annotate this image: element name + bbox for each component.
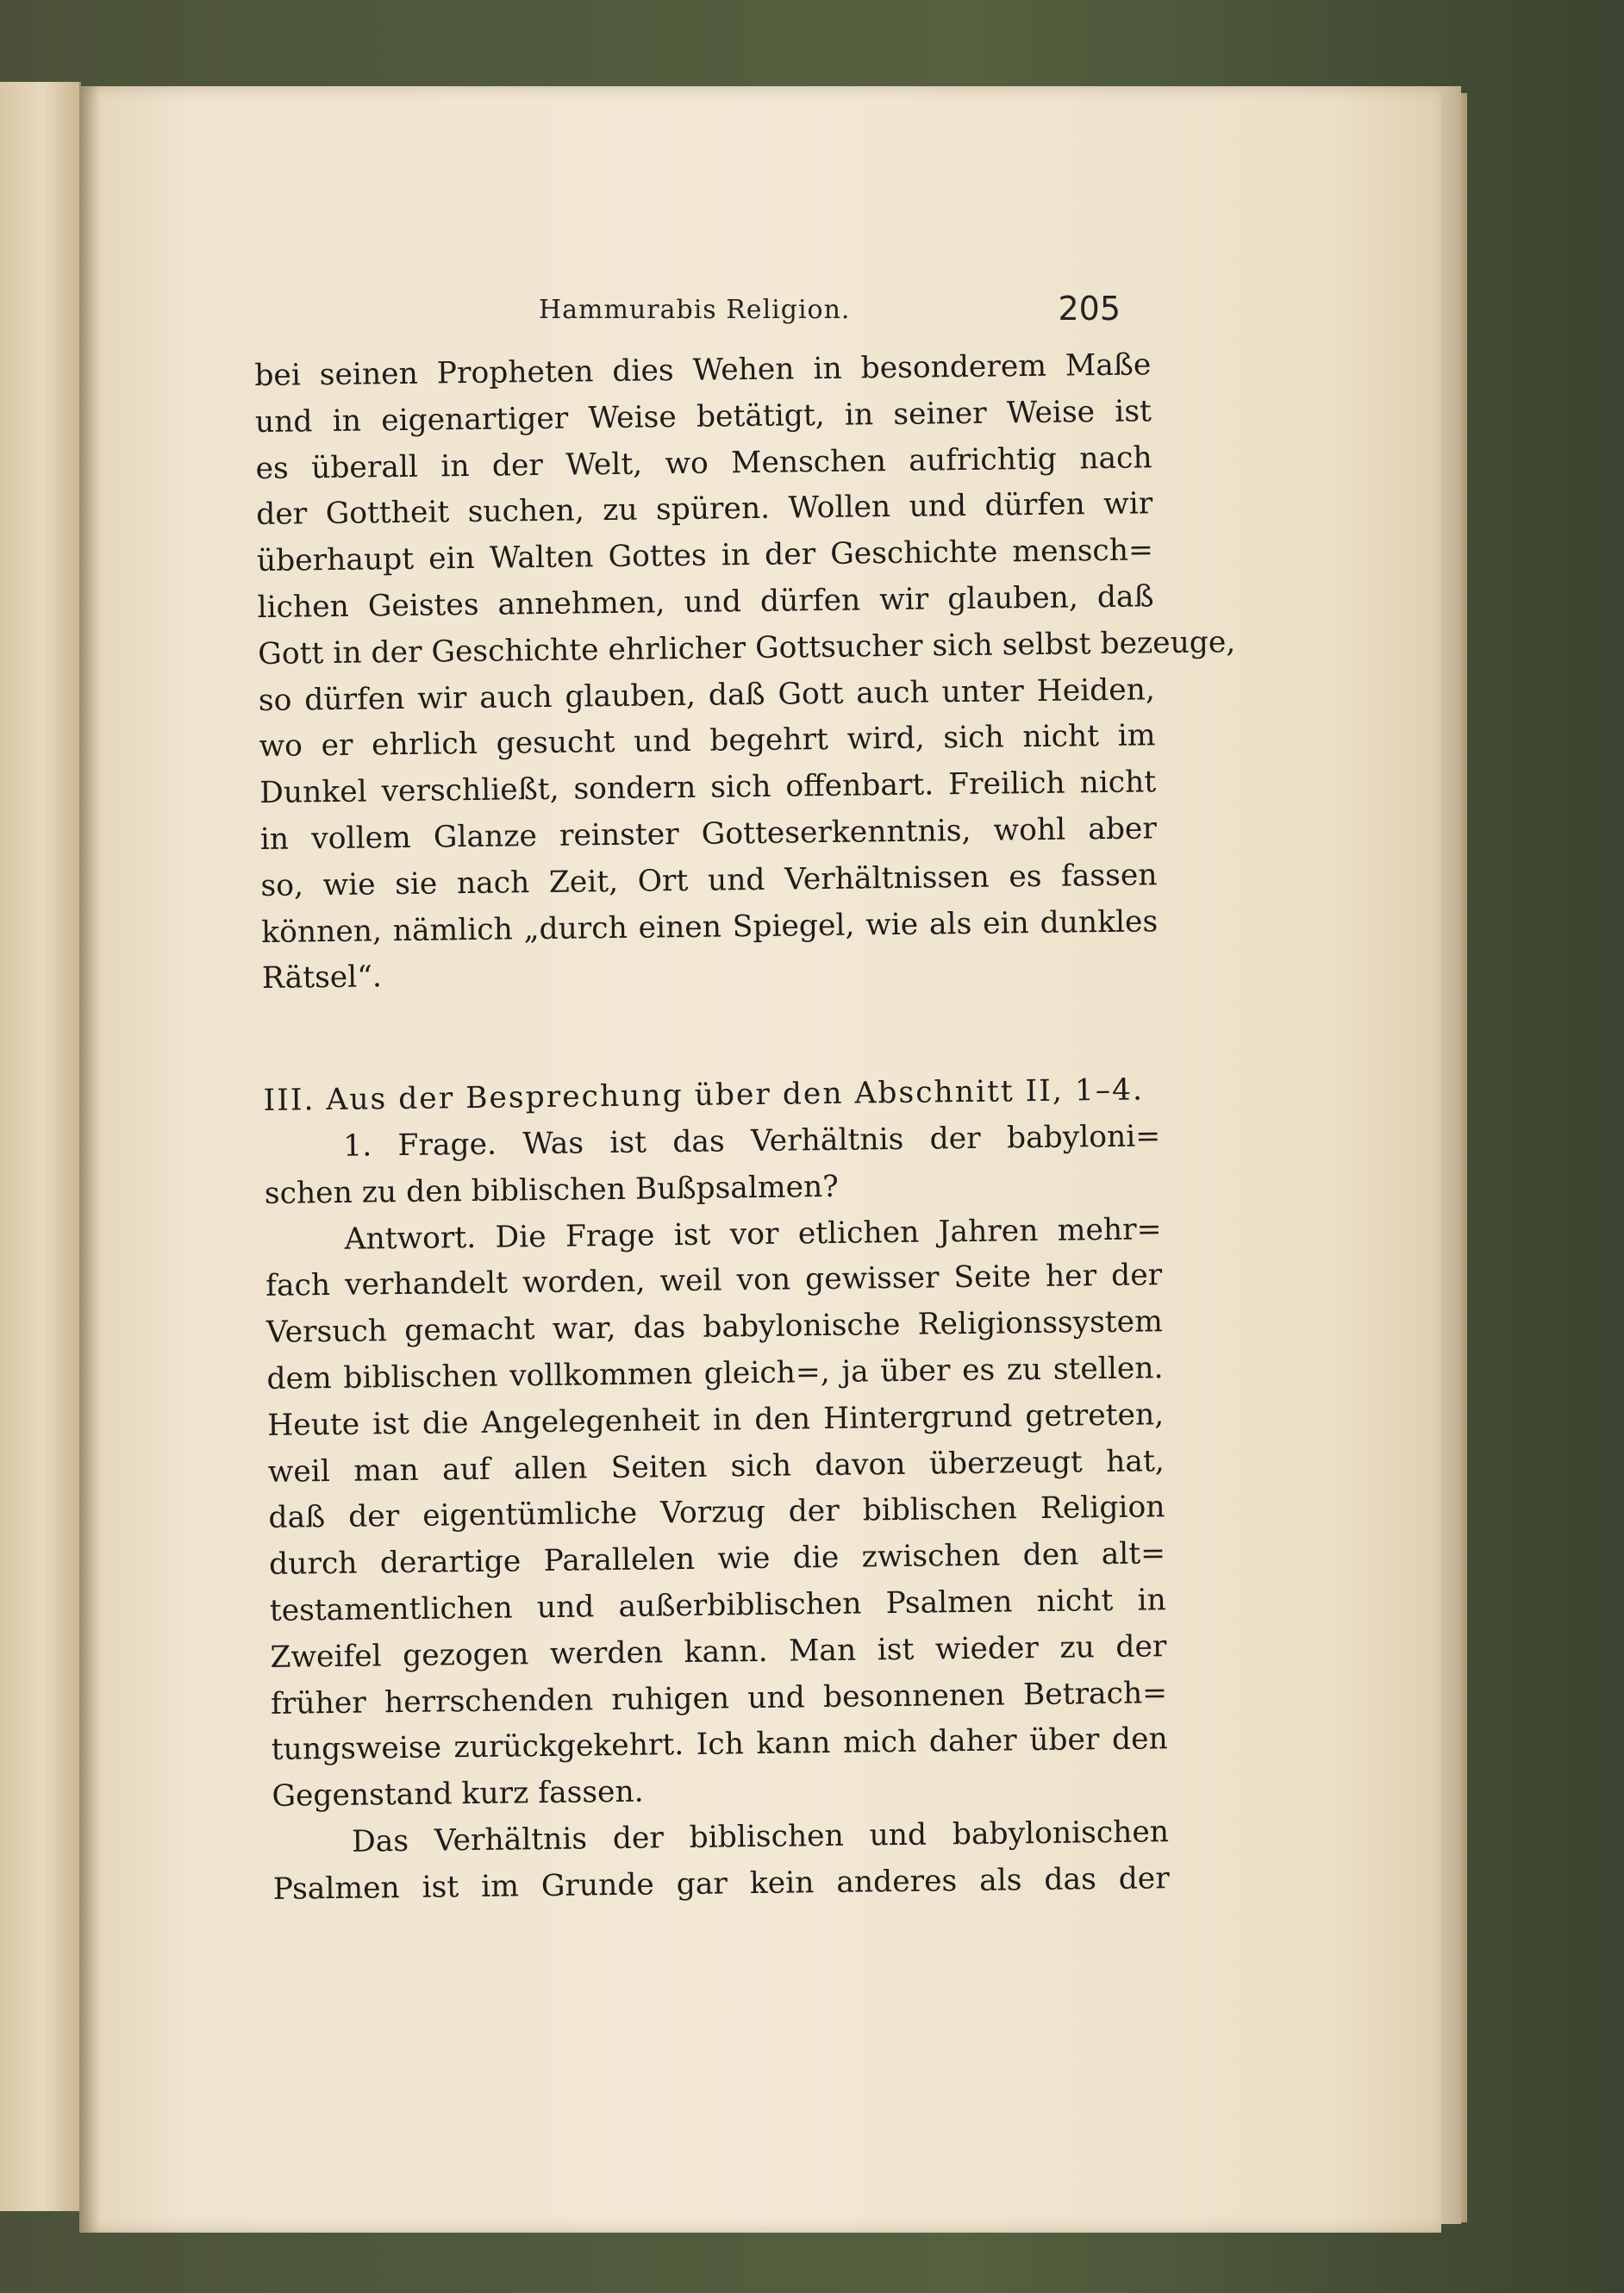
answer-line: durch derartige Parallelen wie die zwischen den alt= xyxy=(268,1536,1166,1583)
text-line: bei seinen Propheten dies Wehen in besonderem Maße xyxy=(254,347,1152,393)
facing-page-edge xyxy=(0,82,81,2211)
body-text xyxy=(254,342,1236,1913)
answer-line: tungsweise zurückgekehrt. Ich kann mich daher über den xyxy=(271,1721,1168,1768)
answer-line: früher herrschenden ruhigen und besonnenen Betrach= xyxy=(270,1675,1168,1721)
text-line: so dürfen wir auch glauben, daß Gott auch unter Heiden, xyxy=(258,672,1156,718)
text-line: Rätsel“. xyxy=(261,959,383,997)
answer-line: fach verhandelt worden, weil von gewisser Seite her der xyxy=(265,1258,1163,1304)
page-gutter-shadow xyxy=(79,86,100,2233)
text-line: Das Verhältnis der biblischen und babylonischen xyxy=(351,1815,1170,1859)
text-line: es überall in der Welt, wo Menschen aufrichtig nach xyxy=(255,440,1152,486)
page-number: 205 xyxy=(1058,290,1121,328)
answer-line: Versuch gemacht war, das babylonische Religionssystem xyxy=(265,1304,1164,1351)
answer-line: testamentlichen und außerbiblischen Psalmen nicht in xyxy=(269,1583,1166,1628)
text-line: Dunkel verschließt, sondern sich offenbart. Freilich nicht xyxy=(259,765,1157,811)
section-heading: III. Aus der Besprechung über den Abschnitt II, 1–4. xyxy=(263,1072,1145,1119)
running-head xyxy=(254,290,1121,329)
text-line: überhaupt ein Walten Gottes in der Geschichte mensch= xyxy=(256,533,1154,579)
text-line: wo er ehrlich gesucht und begehrt wird, sich nicht im xyxy=(259,718,1156,765)
text-line: der Gottheit suchen, zu spüren. Wollen und dürfen wir xyxy=(256,486,1153,533)
question-line: 1. Frage. Was ist das Verhältnis der babyloni= xyxy=(343,1119,1161,1164)
question-line: schen zu den biblischen Bußpsalmen? xyxy=(264,1169,839,1211)
text-line: und in eigenartiger Weise betätigt, in seiner Weise ist xyxy=(254,394,1152,440)
text-line: lichen Geistes annehmen, und dürfen wir glauben, daß xyxy=(257,579,1154,625)
answer-line: Heute ist die Angelegenheit in den Hintergrund getreten, xyxy=(266,1396,1165,1443)
answer-line: dem biblischen vollkommen gleich=, ja über es zu stellen. xyxy=(266,1351,1164,1396)
text-line: Psalmen ist im Grunde gar kein anderes als das der xyxy=(272,1860,1170,1907)
answer-line: Antwort. Die Frage ist vor etlichen Jahren mehr= xyxy=(344,1211,1162,1257)
running-title: Hammurabis Religion. xyxy=(539,295,851,325)
answer-line: Gegenstand kurz fassen. xyxy=(272,1774,644,1814)
answer-line: Zweifel gezogen werden kann. Man ist wieder zu der xyxy=(270,1628,1167,1675)
answer-line: daß der eigentümliche Vorzug der biblischen Religion xyxy=(268,1490,1165,1536)
text-line: Gott in der Geschichte ehrlicher Gottsucher sich selbst bezeuge, xyxy=(258,624,1236,672)
section-gap xyxy=(262,991,1159,1078)
text-line: so, wie sie nach Zeit, Ort und Verhältnissen es fassen xyxy=(260,858,1158,903)
text-line: können, nämlich „durch einen Spiegel, wie als ein dunkles xyxy=(260,903,1159,950)
answer-line: weil man auf allen Seiten sich davon überzeugt hat, xyxy=(267,1443,1165,1490)
text-line: in vollem Glanze reinster Gotteserkenntnis, wohl aber xyxy=(259,811,1158,857)
